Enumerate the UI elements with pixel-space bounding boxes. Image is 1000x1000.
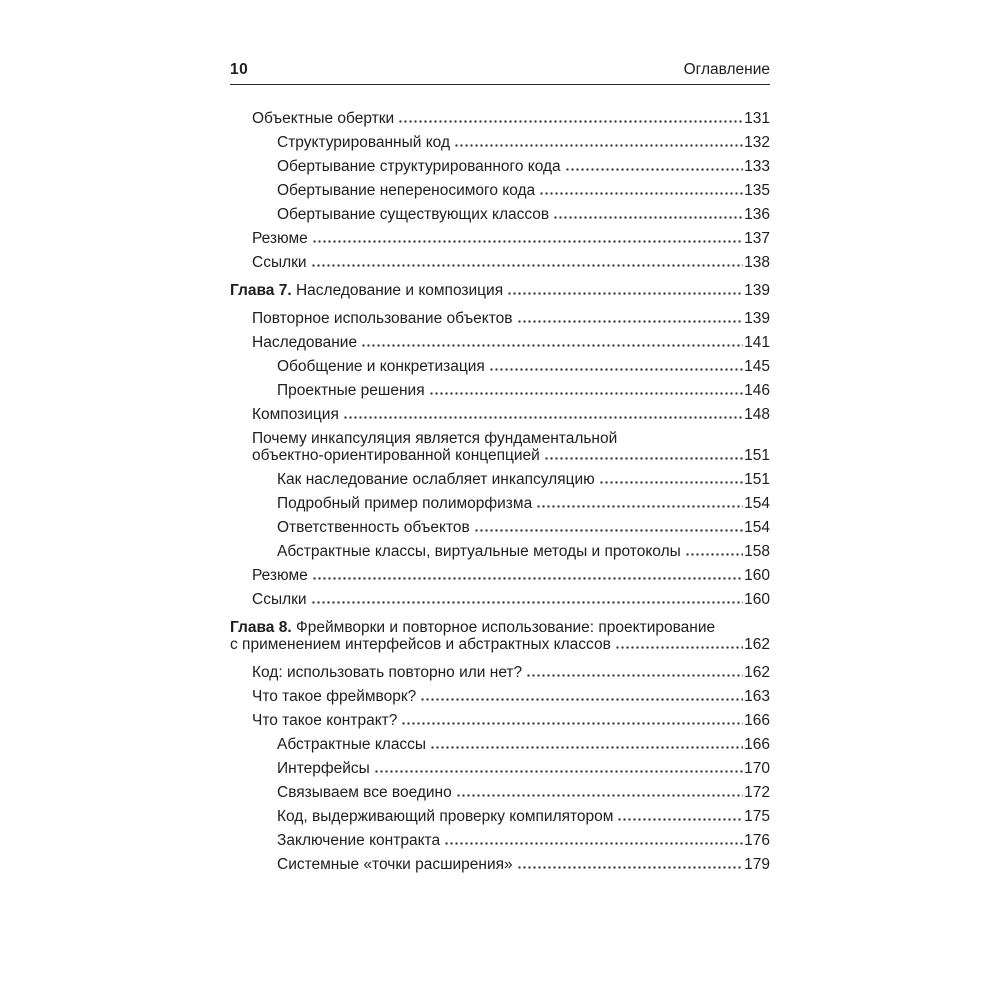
dot-leader xyxy=(489,368,743,371)
dot-leader xyxy=(685,553,743,556)
toc-entry-title: Обертывание структурированного кода xyxy=(277,158,561,175)
toc-entry xyxy=(230,430,770,464)
toc-entry-title: Ответственность объектов xyxy=(277,519,470,536)
toc-entry-line xyxy=(252,712,770,729)
toc-entry-page: 135 xyxy=(744,182,770,199)
page-number: 10 xyxy=(230,61,249,78)
toc-entry-page: 162 xyxy=(744,664,770,681)
toc-entry-page: 179 xyxy=(744,856,770,873)
dot-leader xyxy=(454,144,743,147)
dot-leader xyxy=(429,392,744,395)
toc-entry-page: 162 xyxy=(744,636,770,653)
toc-entry-page: 131 xyxy=(744,110,770,127)
toc-list xyxy=(230,110,770,873)
toc-entry xyxy=(230,543,770,560)
dot-leader xyxy=(553,216,743,219)
dot-leader xyxy=(565,168,743,171)
toc-entry-title: Структурированный код xyxy=(277,134,450,151)
dot-leader xyxy=(343,416,743,419)
toc-entry-page: 139 xyxy=(744,282,770,299)
toc-entry xyxy=(230,134,770,151)
dot-leader xyxy=(599,481,743,484)
toc-entry-line xyxy=(252,110,770,127)
toc-entry xyxy=(230,712,770,729)
toc-entry-line xyxy=(277,382,770,399)
toc-entry-line xyxy=(252,310,770,327)
dot-leader xyxy=(507,292,743,295)
toc-entry-page: 146 xyxy=(744,382,770,399)
dot-leader xyxy=(517,320,744,323)
toc-chapter-entry xyxy=(230,282,770,299)
toc-entry-title: Что такое контракт? xyxy=(252,712,398,729)
toc-entry xyxy=(230,760,770,777)
toc-entry xyxy=(230,688,770,705)
dot-leader xyxy=(398,120,743,123)
toc-entry-title: Обертывание существующих классов xyxy=(277,206,550,223)
toc-entry-line xyxy=(252,230,770,247)
toc-entry-title: Связываем все воедино xyxy=(277,784,452,801)
toc-entry xyxy=(230,471,770,488)
toc-entry-line xyxy=(252,254,770,271)
toc-entry-page: 138 xyxy=(744,254,770,271)
toc-entry-page: 137 xyxy=(744,230,770,247)
toc-entry-title: Объектные обертки xyxy=(252,110,395,127)
toc-entry xyxy=(230,591,770,608)
toc-entry xyxy=(230,110,770,127)
toc-entry-page: 160 xyxy=(744,567,770,584)
toc-entry xyxy=(230,808,770,825)
toc-entry xyxy=(230,406,770,423)
toc-entry-page: 175 xyxy=(744,808,770,825)
toc-entry-title: Обертывание непереносимого кода xyxy=(277,182,536,199)
toc-entry-page: 166 xyxy=(744,736,770,753)
toc-entry-title: Повторное использование объектов xyxy=(252,310,513,327)
toc-entry-page: 132 xyxy=(744,134,770,151)
toc-entry xyxy=(230,310,770,327)
toc-chapter-entry xyxy=(230,619,770,653)
toc-entry-page: 151 xyxy=(744,471,770,488)
toc-entry-line xyxy=(230,619,770,636)
toc-entry-page: 136 xyxy=(744,206,770,223)
toc-entry xyxy=(230,495,770,512)
toc-entry-title: Наследование и композиция xyxy=(295,282,504,299)
dot-leader xyxy=(615,646,743,649)
toc-entry xyxy=(230,736,770,753)
toc-entry-line xyxy=(277,808,770,825)
dot-leader xyxy=(517,866,743,869)
toc-entry-line xyxy=(277,519,770,536)
toc-entry-page: 170 xyxy=(744,760,770,777)
running-head-title: Оглавление xyxy=(683,61,770,78)
toc-entry-line xyxy=(277,832,770,849)
toc-entry-page: 133 xyxy=(744,158,770,175)
dot-leader xyxy=(430,746,743,749)
toc-entry-page: 139 xyxy=(744,310,770,327)
toc-entry-page: 148 xyxy=(744,406,770,423)
toc-entry-page: 163 xyxy=(744,688,770,705)
toc-entry-line xyxy=(277,358,770,375)
toc-entry xyxy=(230,206,770,223)
toc-entry-title: Системные «точки расширения» xyxy=(277,856,513,873)
dot-leader xyxy=(544,457,743,460)
toc-entry-title: Что такое фреймворк? xyxy=(252,688,417,705)
toc-entry-page: 166 xyxy=(744,712,770,729)
toc-entry-line xyxy=(252,664,770,681)
toc-entry xyxy=(230,664,770,681)
dot-leader xyxy=(401,722,743,725)
toc-entry xyxy=(230,832,770,849)
toc-entry xyxy=(230,784,770,801)
page-content xyxy=(230,60,770,880)
toc-entry-line xyxy=(277,543,770,560)
toc-entry-title: Резюме xyxy=(252,567,308,584)
toc-entry xyxy=(230,856,770,873)
toc-entry-page: 176 xyxy=(744,832,770,849)
toc-entry-title: Заключение контракта xyxy=(277,832,441,849)
toc-entry xyxy=(230,567,770,584)
toc-entry-line xyxy=(252,447,770,464)
toc-entry-title: Ссылки xyxy=(252,591,307,608)
toc-entry-line xyxy=(252,567,770,584)
toc-entry-title: Код, выдерживающий проверку компилятором xyxy=(277,808,614,825)
page-header xyxy=(230,60,770,79)
toc-entry xyxy=(230,230,770,247)
toc-entry-line xyxy=(277,206,770,223)
toc-entry xyxy=(230,334,770,351)
toc-entry-title: объектно-ориентированной концепцией xyxy=(252,447,540,464)
dot-leader xyxy=(617,818,743,821)
toc-entry-line xyxy=(252,430,770,447)
toc-entry-title: Абстрактные классы, виртуальные методы и протоколы xyxy=(277,543,681,560)
toc-entry-title: Ссылки xyxy=(252,254,307,271)
toc-entry-line xyxy=(252,406,770,423)
toc-entry-page: 145 xyxy=(744,358,770,375)
toc-entry-line xyxy=(277,158,770,175)
toc-entry-title: Код: использовать повторно или нет? xyxy=(252,664,523,681)
chapter-label: Глава 7. xyxy=(230,282,292,299)
toc-entry-page: 158 xyxy=(744,543,770,560)
toc-entry xyxy=(230,182,770,199)
toc-entry-page: 154 xyxy=(744,495,770,512)
dot-leader xyxy=(311,264,744,267)
toc-entry-title: Абстрактные классы xyxy=(277,736,427,753)
dot-leader xyxy=(361,344,743,347)
dot-leader xyxy=(536,505,743,508)
toc-entry-page: 160 xyxy=(744,591,770,608)
toc-entry-title: Наследование xyxy=(252,334,358,351)
chapter-label: Глава 8. xyxy=(230,619,292,636)
toc-entry-page: 154 xyxy=(744,519,770,536)
toc-entry-title: Как наследование ослабляет инкапсуляцию xyxy=(277,471,595,488)
toc-entry-page: 151 xyxy=(744,447,770,464)
dot-leader xyxy=(456,794,743,797)
toc-entry-line xyxy=(277,182,770,199)
dot-leader xyxy=(539,192,743,195)
toc-entry-line xyxy=(230,282,770,299)
toc-entry xyxy=(230,254,770,271)
toc-entry-line xyxy=(277,760,770,777)
toc-entry-page: 141 xyxy=(744,334,770,351)
toc-entry-line xyxy=(252,591,770,608)
toc-entry-title: Подробный пример полиморфизма xyxy=(277,495,533,512)
dot-leader xyxy=(374,770,743,773)
dot-leader xyxy=(312,240,743,243)
toc-entry-title: Композиция xyxy=(252,406,339,423)
toc-entry-title: с применением интерфейсов и абстрактных классов xyxy=(230,636,611,653)
toc-entry-title: Почему инкапсуляция является фундаментальной xyxy=(252,430,618,447)
toc-entry-line xyxy=(277,134,770,151)
toc-entry xyxy=(230,382,770,399)
toc-entry-title: Проектные решения xyxy=(277,382,425,399)
toc-entry-line xyxy=(277,784,770,801)
toc-entry-title: Обобщение и конкретизация xyxy=(277,358,485,375)
dot-leader xyxy=(444,842,743,845)
toc-entry-title: Резюме xyxy=(252,230,308,247)
toc-entry xyxy=(230,358,770,375)
toc-entry-title: Интерфейсы xyxy=(277,760,370,777)
dot-leader xyxy=(420,698,743,701)
dot-leader xyxy=(474,529,743,532)
toc-entry-line xyxy=(277,856,770,873)
toc-entry-line xyxy=(277,471,770,488)
toc-entry-title: Фреймворки и повторное использование: проектирование xyxy=(295,619,716,636)
toc-entry-line xyxy=(252,688,770,705)
toc-entry xyxy=(230,158,770,175)
toc-entry-line xyxy=(277,495,770,512)
toc-entry xyxy=(230,519,770,536)
toc-entry-line xyxy=(252,334,770,351)
toc-entry-page: 172 xyxy=(744,784,770,801)
header-rule xyxy=(230,84,770,85)
dot-leader xyxy=(311,601,744,604)
toc-entry-line xyxy=(230,636,770,653)
dot-leader xyxy=(312,577,743,580)
dot-leader xyxy=(526,674,743,677)
toc-entry-line xyxy=(277,736,770,753)
